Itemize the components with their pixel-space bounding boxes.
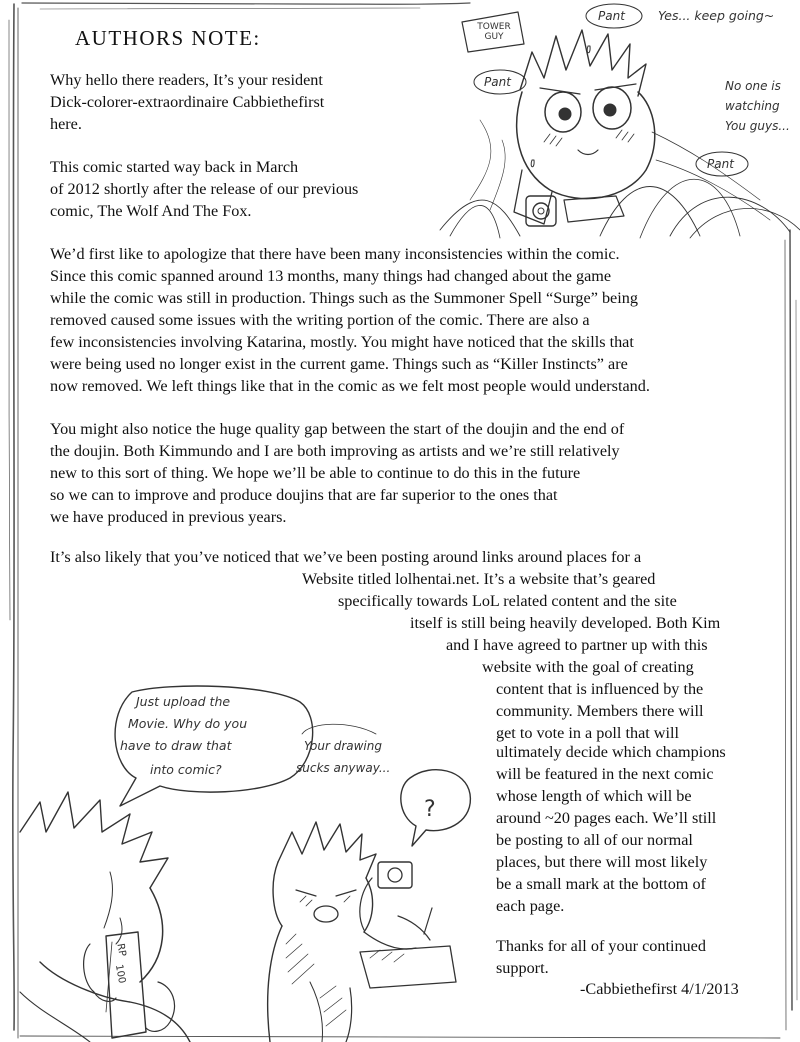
website-line-13: around ~20 pages each. We’ll still	[496, 809, 717, 827]
intro-line-3: here.	[50, 115, 82, 133]
website-line-11: will be featured in the next comic	[496, 765, 714, 783]
website-line-6: website with the goal of creating	[482, 658, 694, 676]
bubble-left-line-1: Just upload the	[136, 694, 231, 709]
pant-text-1: Pant	[598, 9, 625, 23]
pant-text-2: Pant	[484, 75, 511, 89]
speech-keep-going: Yes... keep going~	[658, 8, 775, 23]
website-line-10: ultimately decide which champions	[496, 743, 726, 761]
speech-no-one-watching-1: No one is	[725, 79, 781, 93]
apology-line-7: now removed. We left things like that in the comic as we felt most people would understand.	[50, 377, 650, 395]
quality-line-1: You might also notice the huge quality gap between the start of the doujin and the end of	[50, 420, 625, 438]
book-label-2: 100	[112, 963, 128, 985]
apology-line-4: removed caused some issues with the writing portion of the comic. There are also a	[50, 311, 590, 329]
history-line-3: comic, The Wolf And The Fox.	[50, 202, 252, 220]
history-line-1: This comic started way back in March	[50, 158, 299, 176]
history-line-2: of 2012 shortly after the release of our previous	[50, 180, 359, 198]
website-line-9: get to vote in a poll that will	[496, 724, 679, 742]
quality-line-5: we have produced in previous years.	[50, 508, 287, 526]
website-line-5: and I have agreed to partner up with this	[446, 636, 708, 654]
bubble-left-line-2: Movie. Why do you	[128, 716, 248, 731]
signature: -Cabbiethefirst 4/1/2013	[580, 980, 739, 998]
website-line-1: It’s also likely that you’ve noticed that we’ve been posting around links around places for a	[50, 548, 642, 566]
bubble-left-line-3: have to draw that	[120, 738, 232, 753]
thanks-line-1: Thanks for all of your continued	[496, 937, 706, 955]
apology-line-5: few inconsistencies involving Katarina, mostly. You might have noticed that the skills that	[50, 333, 634, 351]
website-line-17: each page.	[496, 897, 565, 915]
website-line-8: community. Members there will	[496, 702, 704, 720]
website-line-2: Website titled lolhentai.net. It’s a website that’s geared	[302, 570, 656, 588]
thanks-line-2: support.	[496, 959, 549, 977]
website-line-7: content that is influenced by the	[496, 680, 704, 698]
apology-line-6: were being used no longer exist in the current game. Things such as “Killer Instincts” are	[50, 355, 628, 373]
quality-line-2: the doujin. Both Kimmundo and I are both improving as artists and we’re still relatively	[50, 442, 620, 460]
apology-line-2: Since this comic spanned around 13 months, many things had changed about the game	[50, 267, 612, 285]
page-title: AUTHORS NOTE:	[75, 26, 261, 50]
characters-sketch	[20, 682, 495, 1042]
intro-line-2: Dick-colorer-extraordinaire Cabbiethefirst	[50, 93, 325, 111]
apology-line-3: while the comic was still in production. Things such as the Summoner Spell “Surge” being	[50, 289, 638, 307]
book-label-1: RP	[114, 942, 128, 958]
website-line-14: be posting to all of our normal	[496, 831, 693, 849]
website-line-16: be a small mark at the bottom of	[496, 875, 706, 893]
question-mark: ?	[424, 797, 436, 822]
quality-line-3: new to this sort of thing. We hope we’ll be able to continue to do this in the future	[50, 464, 581, 482]
intro-line-1: Why hello there readers, It’s your resident	[50, 71, 323, 89]
apology-line-1: We’d first like to apologize that there have been many inconsistencies within the comic.	[50, 245, 620, 263]
bubble-right-line-1: Your drawing	[304, 739, 382, 753]
speech-no-one-watching-3: You guys...	[725, 119, 790, 133]
speech-no-one-watching-2: watching	[725, 99, 780, 113]
website-line-3: specifically towards LoL related content and the site	[338, 592, 677, 610]
pant-text-3: Pant	[707, 157, 734, 171]
website-line-4: itself is still being heavily developed. Both Kim	[410, 614, 721, 632]
tower-guy-label: TOWER GUY	[477, 22, 511, 42]
quality-line-4: so we can to improve and produce doujins that are far superior to the ones that	[50, 486, 558, 504]
bubble-left-line-4: into comic?	[150, 762, 222, 777]
website-line-12: whose length of which will be	[496, 787, 692, 805]
bubble-right-line-2: sucks anyway...	[296, 761, 391, 775]
website-line-15: places, but there will most likely	[496, 853, 708, 871]
